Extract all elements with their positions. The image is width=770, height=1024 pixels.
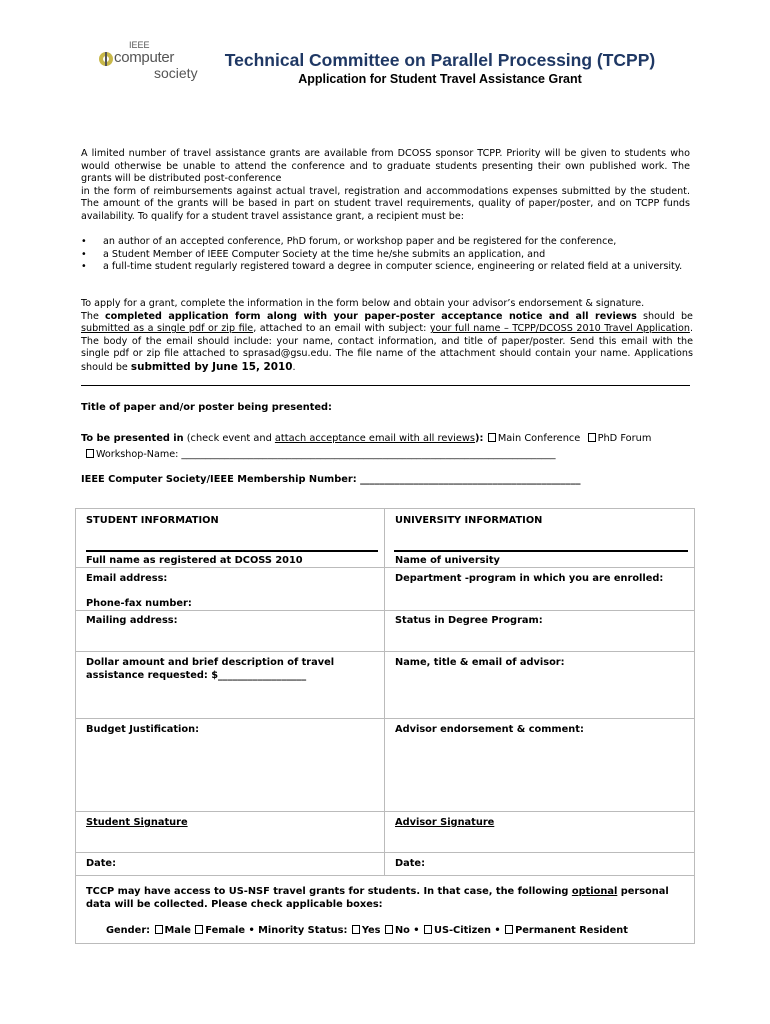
logo-computer-text: computer [114, 49, 175, 66]
email-field[interactable]: Email address: [86, 573, 168, 584]
student-date-field[interactable]: Date: [86, 858, 116, 869]
apply-line-1: To apply for a grant, complete the information in the form below and obtain your advisor’s endorsement & signature. [81, 298, 645, 309]
advisor-signature-field[interactable]: Advisor Signature [395, 817, 495, 828]
advisor-endorsement-field[interactable]: Advisor endorsement & comment: [395, 724, 584, 735]
apply-instructions [81, 298, 693, 375]
advisor-info-field[interactable]: Name, title & email of advisor: [395, 657, 565, 668]
male-checkbox[interactable] [155, 925, 163, 934]
paper-title-label[interactable]: Title of paper and/or poster being presented: [81, 402, 332, 413]
list-item: • a Student Member of IEEE Computer Society at the time he/she submits an application, and [81, 248, 546, 260]
main-conference-label: Main Conference [497, 433, 581, 444]
minority-yes-checkbox[interactable] [352, 925, 360, 934]
logo-ieee-text: IEEE [129, 40, 150, 50]
us-citizen-checkbox[interactable] [424, 925, 432, 934]
presented-in-row: To be presented in (check event and attach acceptance email with all reviews): Main Conference PhD Forum [81, 433, 652, 444]
logo-emblem-icon [98, 51, 114, 67]
workshop-checkbox[interactable] [86, 449, 94, 458]
section-divider [81, 385, 690, 386]
student-signature-field[interactable]: Student Signature [86, 817, 188, 828]
permanent-resident-checkbox[interactable] [505, 925, 513, 934]
student-info-header: STUDENT INFORMATION [86, 515, 219, 526]
logo-society-text: society [154, 65, 198, 81]
advisor-date-field[interactable]: Date: [395, 858, 425, 869]
gender-label: Gender: [106, 925, 151, 936]
university-name-label: Name of university [395, 555, 500, 566]
full-name-label: Full name as registered at DCOSS 2010 [86, 555, 303, 566]
minority-no-checkbox[interactable] [385, 925, 393, 934]
full-name-line[interactable] [86, 550, 378, 552]
minority-label: Minority Status: [258, 925, 348, 936]
list-item: • a full-time student regularly registered toward a degree in computer science, engineering or related field at a university. [81, 261, 683, 273]
workshop-name-field[interactable]: Workshop-Name: ______________________________________________________________________________ [96, 449, 556, 460]
travel-amount-field[interactable]: Dollar amount and brief description of travel assistance requested: $__________________ [86, 657, 335, 681]
eligibility-list [81, 236, 690, 274]
budget-justification-field[interactable]: Budget Justification: [86, 724, 200, 735]
main-conference-checkbox[interactable] [488, 433, 496, 442]
department-field[interactable]: Department -program in which you are enrolled: [395, 573, 664, 584]
membership-number-field[interactable]: IEEE Computer Society/IEEE Membership Number: _____________________________________________ [81, 474, 581, 485]
intro-paragraph [81, 148, 690, 224]
phone-fax-field[interactable]: Phone-fax number: [86, 598, 192, 609]
demographics-row: Gender: Male Female • Minority Status: Yes No • US-Citizen • Permanent Resident [106, 925, 628, 936]
university-name-line[interactable] [394, 550, 688, 552]
mailing-address-field[interactable]: Mailing address: [86, 615, 178, 626]
university-info-header: UNIVERSITY INFORMATION [395, 515, 543, 526]
female-checkbox[interactable] [195, 925, 203, 934]
phd-forum-label: PhD Forum [597, 433, 652, 444]
page-subtitle: Application for Student Travel Assistance Grant [298, 72, 582, 86]
list-item: • an author of an accepted conference, PhD forum, or workshop paper and be registered for the conference, [81, 236, 617, 247]
nsf-data-notice: TCCP may have access to US-NSF travel grants for students. In that case, the following optional personal data will be collected. Please check applicable boxes: [86, 886, 669, 910]
intro-line-1: A limited number of travel assistance grants are available from DCOSS sponsor TCPP. Priority will be given to students who would otherwise be unable to attend the conference and to graduate students presenting their own published work. The grants will be distributed post-conference [81, 148, 690, 185]
degree-status-field[interactable]: Status in Degree Program: [395, 615, 543, 626]
page-title: Technical Committee on Parallel Processing (TCPP) [224, 50, 656, 70]
application-form-table [75, 508, 695, 944]
apply-line-2: The completed application form along with your paper-poster acceptance notice and all reviews should be submitted as a single pdf or zip file, attached to an email with subject: your full name – TCPP/DCOSS 2010 Travel Application. The body of the email should include: your name, contact information, and title of paper/poster. Send this email with the single pdf or zip file attached to sprasad@gsu.edu. The file name of the attachment should contain your name. Applications should be submitted by June 15, 2010. [81, 310, 693, 373]
intro-line-2: in the form of reimbursements against actual travel, registration and accommodations expenses submitted by the student. The amount of the grants will be based in part on student travel requirements, quality of paper/poster, and on TCPP funds availability. To qualify for a student travel assistance grant, a recipient must be: [81, 185, 690, 222]
ieee-computer-society-logo [96, 40, 206, 88]
workshop-row [85, 449, 556, 460]
phd-forum-checkbox[interactable] [588, 433, 596, 442]
